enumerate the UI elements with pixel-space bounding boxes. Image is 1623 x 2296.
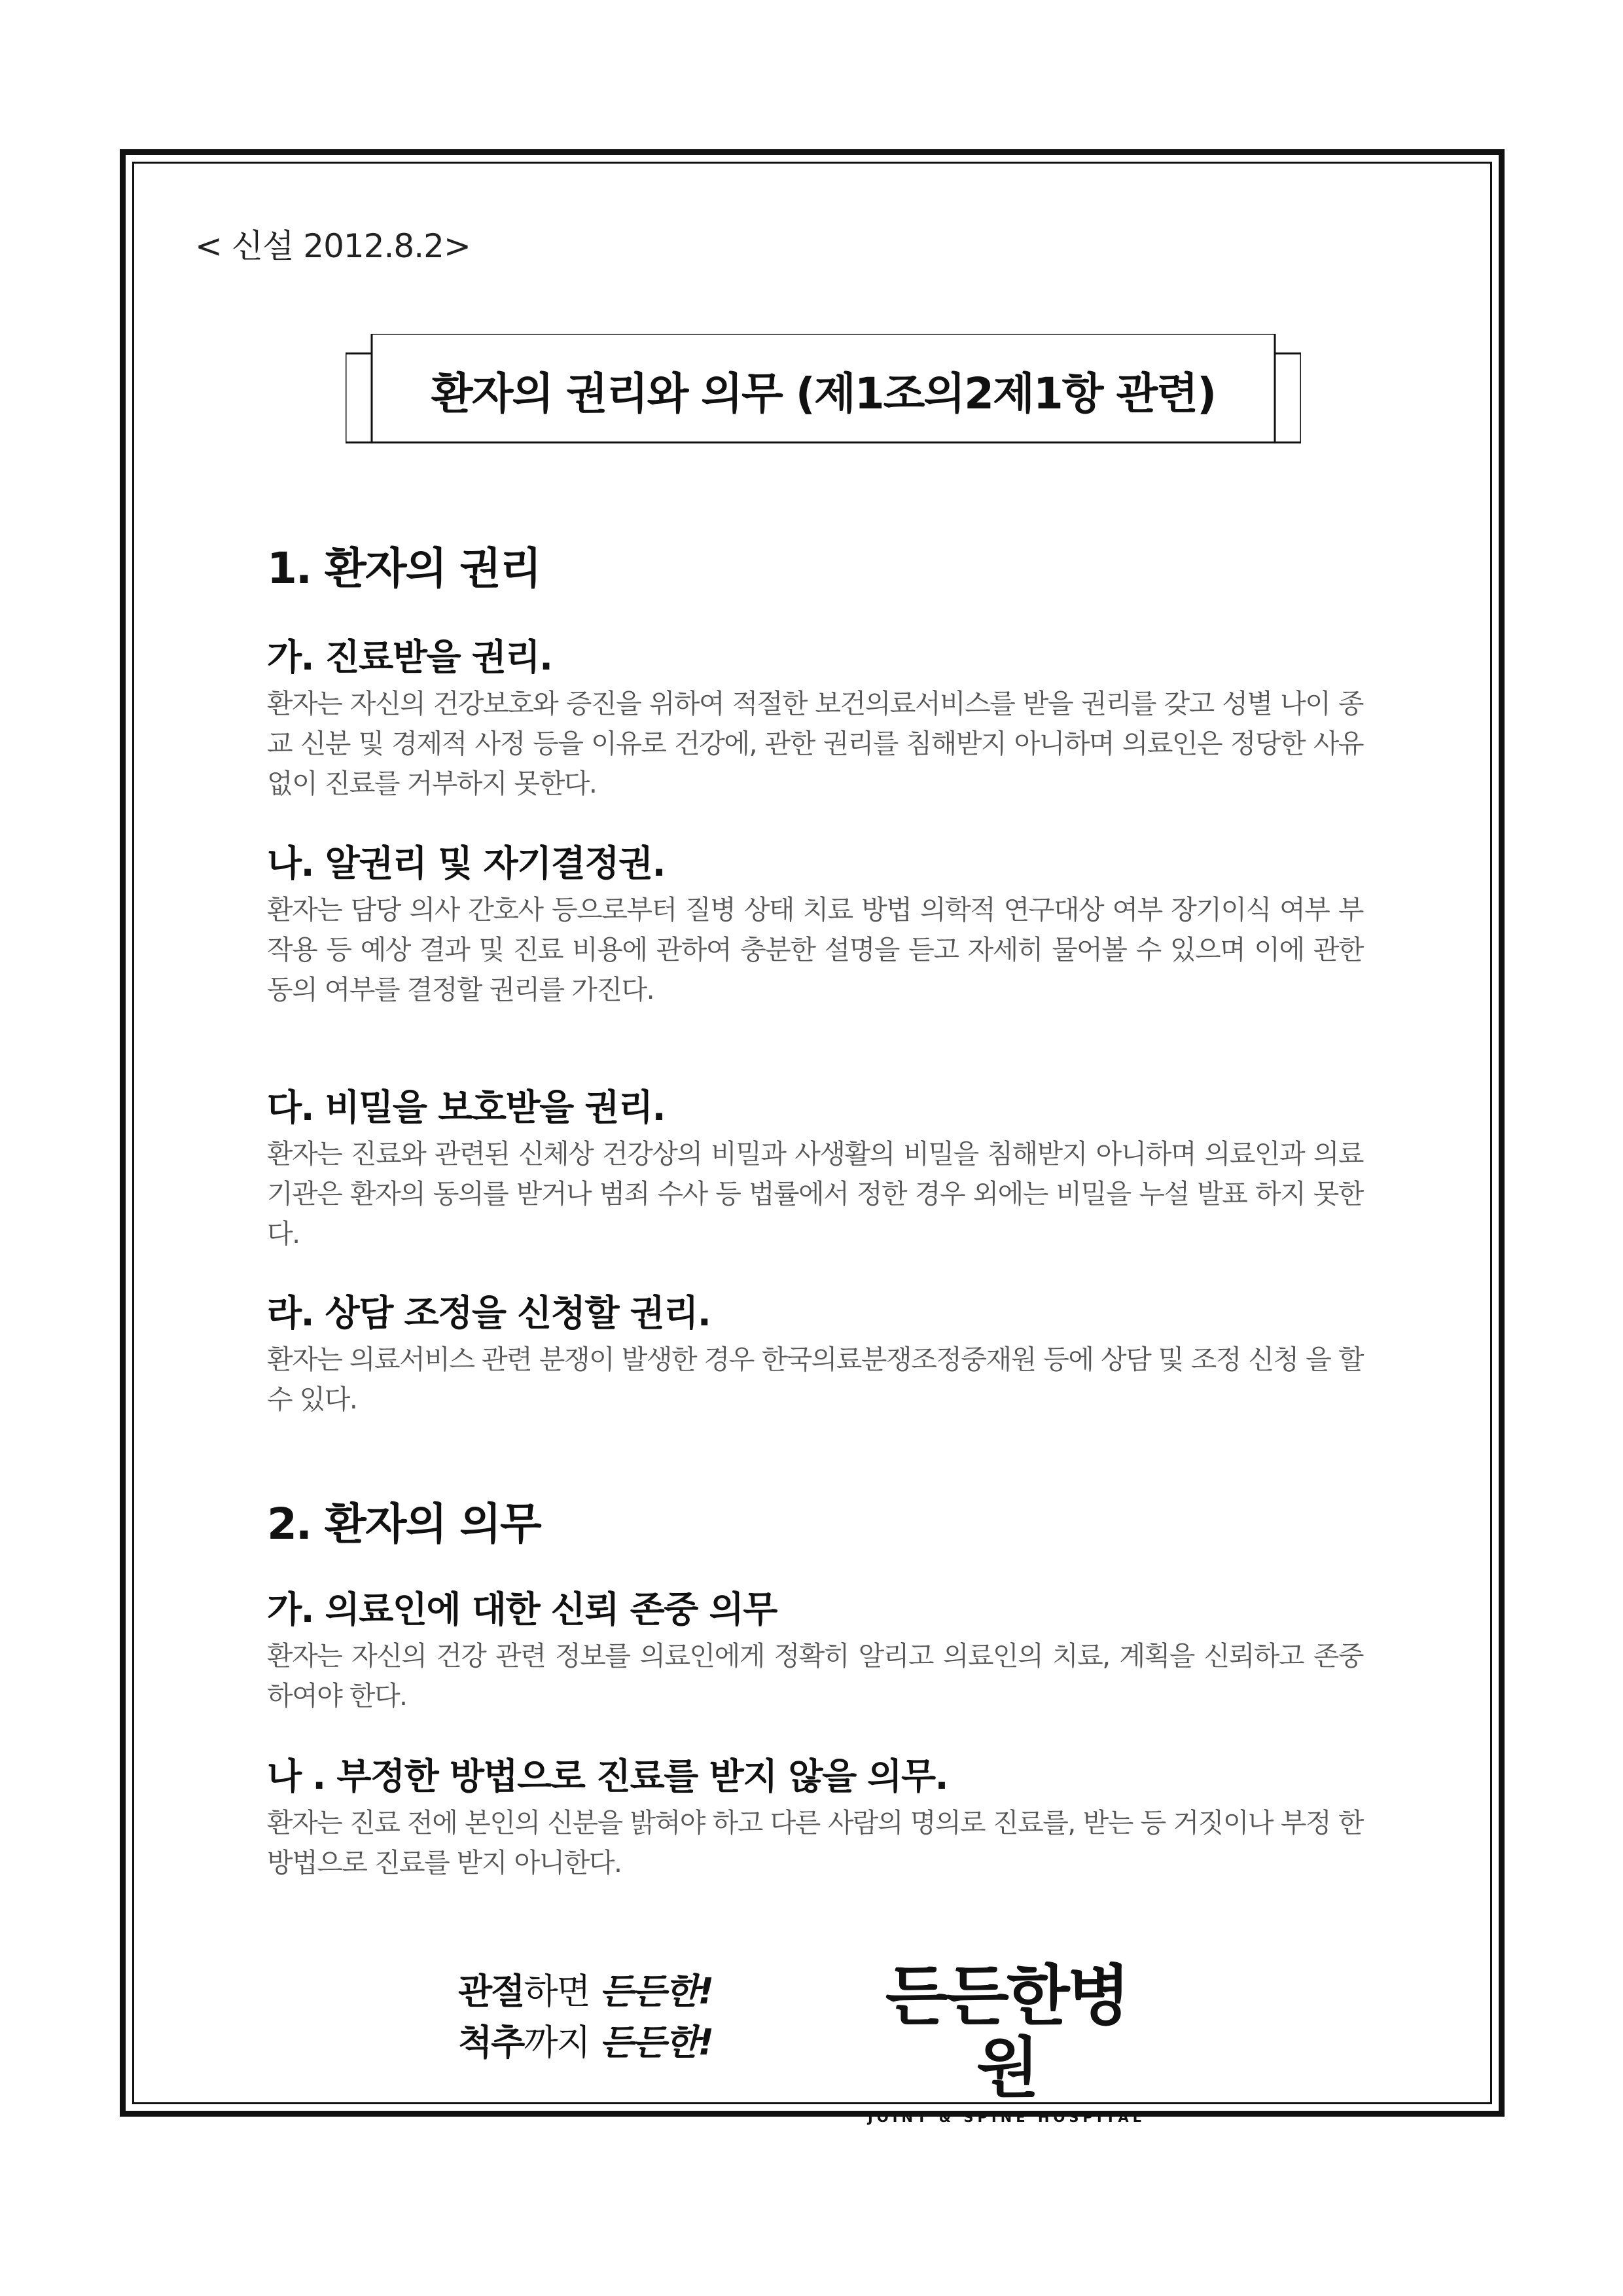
title-banner <box>346 334 1301 465</box>
rights-item-body: 환자는 자신의 건강보호와 증진을 위하여 적절한 보건의료서비스를 받을 권리를 갖고 성별 나이 종교 신분 및 경제적 사정 등을 이유로 건강에, 관한 권리를 침해받지 아니하며 의료인은 정당한 사유 없이 진료를 거부하지 못한다. <box>267 688 1363 799</box>
duties-item-body: 환자는 자신의 건강 관련 정보를 의료인에게 정확히 알리고 의료인의 치료, 계획을 신뢰하고 존중 하여야 한다. <box>267 1640 1363 1712</box>
slogan-text: 까지 <box>524 2022 599 2063</box>
duties-item-title: 가. 의료인에 대한 신뢰 존중 의무 <box>267 1588 777 1630</box>
rights-item-title: 다. 비밀을 보호받을 권리. <box>267 1086 666 1128</box>
slogan-text: 하면 <box>524 1971 599 2012</box>
logo-subtitle: JOINT & SPINE HOSPITAL <box>868 2109 1145 2125</box>
slogan-emphasis: 든든한! <box>599 1971 713 2012</box>
slogan-line-2 <box>458 2017 713 2068</box>
slogan-line-1 <box>458 1966 713 2017</box>
duties-heading: 2. 환자의 의무 <box>267 1499 541 1549</box>
slogan-keyword: 관절 <box>458 1971 524 2012</box>
rights-item-body: 환자는 진료와 관련된 신체상 건강상의 비밀과 사생활의 비밀을 침해받지 아니하며 의료인과 의료기관은 환자의 동의를 받거나 범죄 수사 등 법률에서 정한 경우 외에는 비밀을 누설 발표 하지 못한다. <box>267 1138 1363 1249</box>
slogan-keyword: 척추 <box>458 2022 524 2063</box>
duties-item-body: 환자는 진료 전에 본인의 신분을 밝혀야 하고 다른 사람의 명의로 진료를, 받는 등 거짓이나 부정 한 방법으로 진료를 받지 아니한다. <box>267 1807 1363 1878</box>
rights-item-title: 나. 알권리 및 자기결정권. <box>267 842 666 884</box>
rights-item-body: 환자는 의료서비스 관련 분쟁이 발생한 경우 한국의료분쟁조정중재원 등에 상담 및 조정 신청 을 할 수 있다. <box>267 1344 1363 1415</box>
logo-name: 든든한병원 <box>885 1958 1128 2106</box>
duties-item-title: 나 . 부정한 방법으로 진료를 받지 않을 의무. <box>267 1755 948 1797</box>
enactment-date: < 신설 2012.8.2> <box>195 227 471 265</box>
page-title: 환자의 권리와 의무 (제1조의2제1항 관련) <box>431 368 1216 419</box>
rights-heading: 1. 환자의 권리 <box>267 543 541 594</box>
hospital-slogan <box>458 1966 713 2068</box>
rights-item-title: 가. 진료받을 권리. <box>267 636 552 678</box>
rights-item-title: 라. 상담 조정을 신청할 권리. <box>267 1292 711 1334</box>
slogan-emphasis: 든든한! <box>599 2022 713 2063</box>
hospital-logo <box>863 1960 1150 2125</box>
rights-item-body: 환자는 담당 의사 간호사 등으로부터 질병 상태 치료 방법 의학적 연구대상 여부 장기이식 여부 부작용 등 예상 결과 및 진료 비용에 관하여 충분한 설명을 듣고 자세히 물어볼 수 있으며 이에 관한 동의 여부를 결정할 권리를 가진다. <box>267 894 1363 1005</box>
